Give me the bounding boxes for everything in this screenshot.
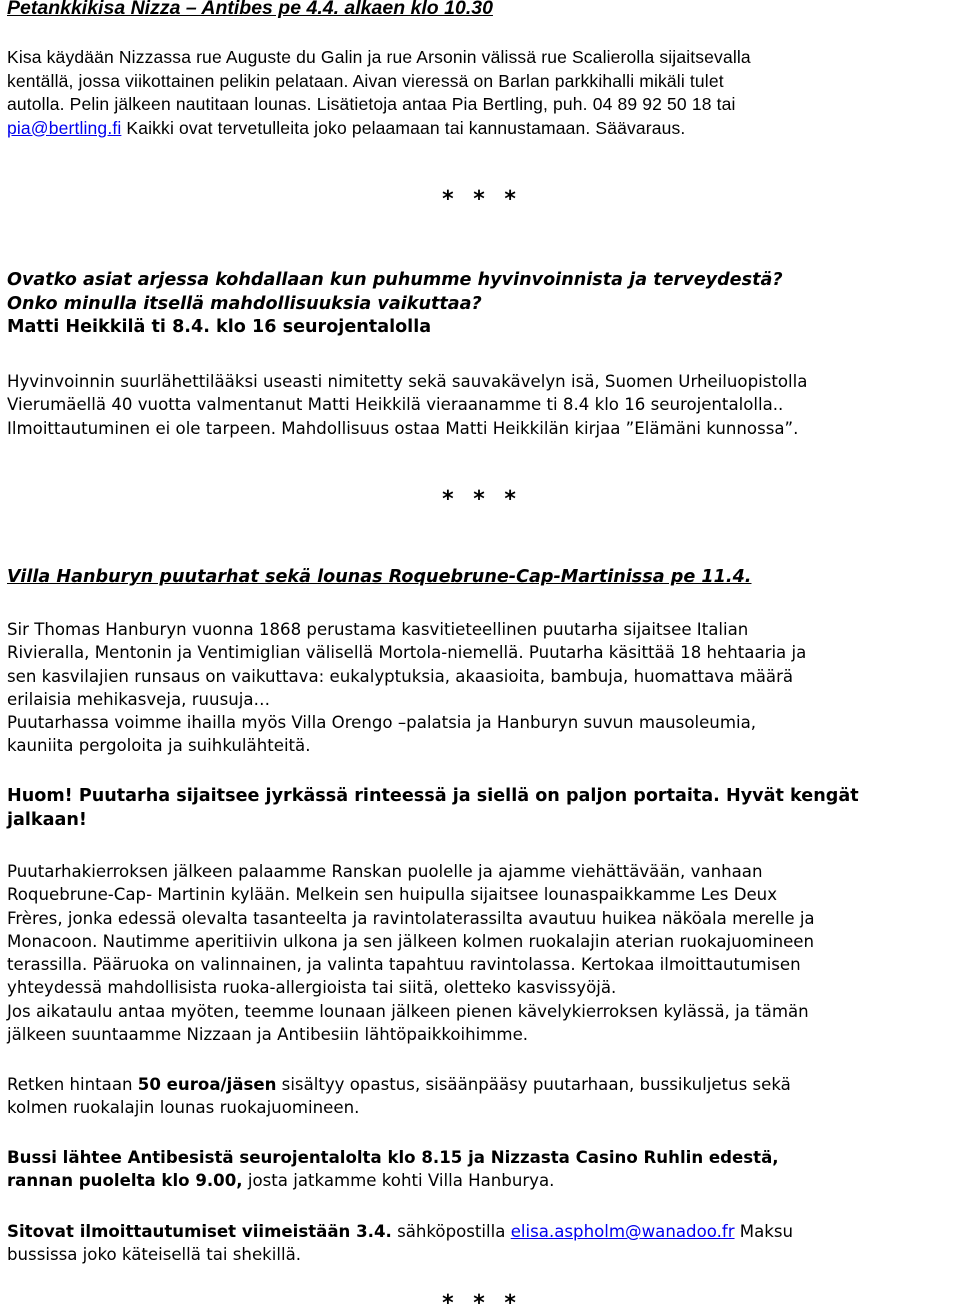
separator: * * * (442, 187, 522, 212)
text-line: Sir Thomas Hanburyn vuonna 1868 perustama kasvitieteellinen puutarha sijaitsee Italian (7, 620, 749, 639)
signup-mid: sähköpostilla (391, 1222, 511, 1241)
text-line: jalkaan! (7, 809, 87, 830)
bus-rest: josta jatkamme kohti Villa Hanburya. (242, 1171, 555, 1191)
heading-line: Ovatko asiat arjessa kohdallaan kun puhumme hyvinvoinnista ja terveydestä? (7, 270, 783, 290)
signup-paragraph (7, 1220, 957, 1267)
text-line: Hyvinvoinnin suurlähettilääksi useasti nimitetty sekä sauvakävelyn isä, Suomen Urheiluopistolla (7, 372, 808, 391)
text-line: kauniita pergoloita ja suihkulähteitä. (7, 736, 311, 756)
bus-paragraph (7, 1146, 957, 1193)
health-heading (7, 269, 957, 340)
health-paragraph (7, 370, 957, 440)
text-line: Vierumäellä 40 vuotta valmentanut Matti Heikkilä vieraanamme ti 8.4 klo 16 seurojentalolla.. (7, 395, 784, 415)
separator: * * * (442, 487, 522, 512)
email-link-elisa[interactable]: elisa.aspholm@wanadoo.fr (510, 1222, 735, 1241)
bus-time: rannan puolelta klo 9.00, (7, 1171, 243, 1191)
petanque-title: Petankkikisa Nizza – Antibes pe 4.4. alkaen klo 10.30 (7, 0, 493, 19)
price-pre: Retken hintaan (7, 1075, 138, 1094)
price-post: sisältyy opastus, sisäänpääsy puutarhaan, bussikuljetus sekä (276, 1075, 791, 1094)
hanbury-paragraph-2 (7, 860, 957, 1046)
separator: * * * (442, 1291, 522, 1316)
text-line (7, 1073, 957, 1096)
text-line: Puutarhakierroksen jälkeen palaamme Ranskan puolelle ja ajamme viehättävään, vanhaan (7, 862, 763, 881)
email-link-pia[interactable]: pia@bertling.fi (7, 117, 122, 138)
text-line: autolla. Pelin jälkeen nautitaan lounas. Lisätietoja antaa Pia Bertling, puh. 04 89 92 50 18 tai (7, 94, 736, 114)
text-line: Monacoon. Nautimme aperitiivin ulkona ja sen jälkeen kolmen ruokalajin aterian ruokajuomineen (7, 931, 815, 951)
text-line: Rivieralla, Mentonin ja Ventimiglian välisellä Mortola-niemellä. Puutarha käsittää 18 hehtaaria ja (7, 643, 807, 663)
price-amount: 50 euroa/jäsen (137, 1075, 277, 1094)
hanbury-title: Villa Hanburyn puutarhat sekä lounas Roquebrune-Cap-Martinissa pe 11.4. (7, 567, 752, 587)
text-line: Ilmoittautuminen ei ole tarpeen. Mahdollisuus ostaa Matti Heikkilän kirjaa ”Elämäni kunnossa”. (7, 418, 799, 438)
text-line: Roquebrune-Cap- Martinin kylään. Melkein sen huipulla sijaitsee lounaspaikkamme Les Deux (7, 885, 778, 905)
text-line: Frères, jonka edessä olevalta tasanteelta ja ravintolaterassilta avautuu huikea näköala merelle ja (7, 908, 815, 928)
text-line: Jos aikataulu antaa myöten, teemme lounaan jälkeen pienen kävelykierroksen kylässä, ja tämän (7, 1001, 809, 1021)
text-line (7, 117, 957, 141)
text-line (7, 1220, 957, 1243)
text-line: yhteydessä mahdollisista ruoka-allergioista tai siitä, oletteko kasvissyöjä. (7, 978, 617, 998)
text-line: Kisa käydään Nizzassa rue Auguste du Galin ja rue Arsonin välissä rue Scalierolla sijaitsevalla (7, 47, 751, 67)
email-tail-text: Kaikki ovat tervetulleita joko pelaamaan tai kannustamaan. Säävaraus. (121, 117, 686, 138)
text-line: Bussi lähtee Antibesistä seurojentalolta klo 8.15 ja Nizzasta Casino Ruhlin edestä, (7, 1148, 779, 1167)
price-paragraph (7, 1073, 957, 1120)
text-line: bussissa joko käteisellä tai shekillä. (7, 1245, 302, 1265)
text-line (7, 1169, 957, 1192)
warning-note (7, 785, 957, 832)
hanbury-paragraph-1 (7, 618, 957, 758)
text-line: jälkeen suuntaamme Nizzaan ja Antibesiin lähtöpaikkoihimme. (7, 1025, 529, 1045)
heading-line: Matti Heikkilä ti 8.4. klo 16 seurojentalolla (7, 317, 432, 337)
text-line: Huom! Puutarha sijaitsee jyrkässä rinteessä ja siellä on paljon portaita. Hyvät kengät (7, 786, 859, 806)
signup-tail: Maksu (734, 1222, 794, 1241)
text-line: Puutarhassa voimme ihailla myös Villa Orengo –palatsia ja Hanburyn suvun mausoleumia, (7, 713, 757, 733)
text-line: erilaisia mehikasveja, ruusuja… (7, 689, 271, 709)
signup-deadline: Sitovat ilmoittautumiset viimeistään 3.4. (7, 1222, 392, 1241)
heading-line: Onko minulla itsellä mahdollisuuksia vaikuttaa? (7, 293, 482, 314)
text-line: kolmen ruokalajin lounas ruokajuomineen. (7, 1098, 360, 1118)
text-line: terassilla. Pääruoka on valinnainen, ja valinta tapahtuu ravintolassa. Kertokaa ilmoittautumisen (7, 955, 801, 975)
petanque-paragraph (7, 46, 957, 140)
text-line: kentällä, jossa viikottainen pelikin pelataan. Aivan vieressä on Barlan parkkihalli mikäli tulet (7, 70, 724, 91)
text-line: sen kasvilajien runsaus on vaikuttava: eukalyptuksia, akaasioita, bambuja, huomattava määrä (7, 666, 794, 686)
